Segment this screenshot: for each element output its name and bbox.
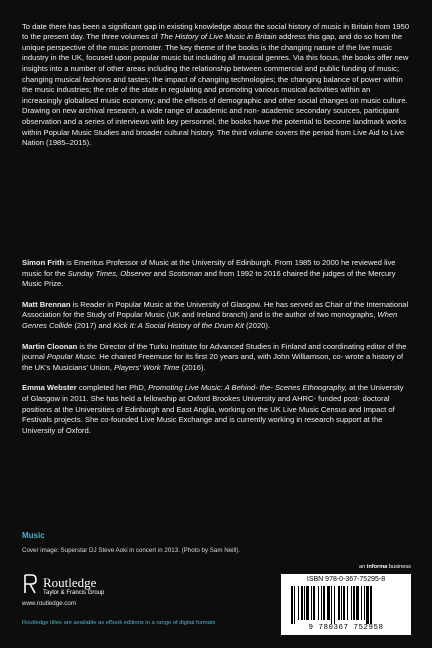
publisher-group: Taylor & Francis Group xyxy=(43,590,105,596)
barcode-bar xyxy=(343,586,345,620)
blurb-text-end: address this gap, and do so from the unique perspective of the music promoter. The key theme of the books is the changing nature of the live music industry in the UK, focused upon popular music but including all musical genres. Via this focus, the books offer new insights into a number of other areas including the relationship between commercial and public funding of music; changing musical fashions and tastes; the impact of changing technologies; the changing balance of power within the music industries; the role of the state in regulating and promoting various musical activities within an increasingly globalised music economy; and the effects of demographic and other social changes on music culture. Drawing on new archival research, a wide range of academic and non- academic secondary sources, participant observation and a series of interviews with key personnel, the books have the potential to become landmark works within Popular Music Studies and broader cultural history. The third volume covers the period from Live Aid to Live Nation (1985–2015). xyxy=(22,32,409,148)
author-name: Martin Cloonan xyxy=(22,341,78,351)
bio-italic: Popular Music. xyxy=(46,352,98,362)
author-name: Matt Brennan xyxy=(22,299,71,309)
bio-text: (2017) and xyxy=(72,320,114,330)
bio-martin-cloonan xyxy=(22,342,412,374)
bio-italic: Players' Work Time xyxy=(113,362,180,372)
informa-brand: informa xyxy=(366,564,388,570)
bio-simon-frith xyxy=(22,258,412,290)
barcode-bar xyxy=(364,586,365,620)
barcode-bar xyxy=(370,586,372,624)
barcode-digits: 9 780367 752958 xyxy=(308,624,384,632)
barcode-bar xyxy=(334,586,335,624)
barcode-bar xyxy=(291,586,293,624)
barcode-bar xyxy=(331,586,332,624)
bio-emma-webster xyxy=(22,383,412,436)
barcode-panel xyxy=(281,574,411,635)
bio-matt-brennan xyxy=(22,300,412,332)
publisher-name: Routledge xyxy=(43,575,97,590)
bio-text: and from 1992 to 2016 chaired the judges of the Mercury Music Prize. xyxy=(22,268,396,289)
bio-text: He chaired Freemuse for its first 20 years and, with John Williamson, co- wrote a history of the UK's Musicians' Union, xyxy=(22,352,404,372)
bio-italic: Sunday Times, Observer xyxy=(67,268,152,278)
barcode-bar xyxy=(351,586,352,620)
bio-text: completed her PhD, xyxy=(76,383,149,393)
bio-text: is Reader in Popular Music at the University of Glasgow. He has served as Chair of the International Association for the Study of Popular Music (UK and Ireland branch) and is the author of two monographs, xyxy=(22,299,409,320)
informa-prefix: an xyxy=(359,564,367,570)
barcode-bar xyxy=(323,586,325,620)
barcode-bar xyxy=(306,586,309,620)
informa-business-label xyxy=(359,564,411,570)
bio-text: is Emeritus Professor of Music at the University of Edinburgh. From 1985 to 2000 he reviewed live music for the xyxy=(22,258,396,278)
barcode-bar xyxy=(301,586,303,620)
barcode-bar xyxy=(338,586,340,620)
author-name: Simon Frith xyxy=(22,258,65,267)
barcode-bar xyxy=(347,586,348,620)
bio-text: is the Director of the Turku Institute for Advanced Studies in Finland and coordinating editor of the journal xyxy=(22,341,407,362)
blurb-text-start: To date there has been a significant gap in existing knowledge about the social history of music in Britain from 1950 to the present day. The three volumes of xyxy=(22,21,410,42)
barcode-bar xyxy=(311,586,312,620)
bio-italic: Promoting Live Music: A Behind- the- Scenes Ethnography, xyxy=(148,383,348,393)
barcode-bar xyxy=(294,586,295,624)
subject-category: Music xyxy=(22,531,45,540)
bio-italic: Scotsman xyxy=(168,268,203,278)
bio-italic: When Genres Collide xyxy=(22,310,398,330)
barcode-bar xyxy=(321,586,322,620)
series-title: The History of Live Music in Britain xyxy=(159,32,277,42)
barcode-bar xyxy=(318,586,319,620)
routledge-mark-icon xyxy=(22,574,38,594)
ebook-note: Routledge titles are available as eBook editions in a range of digital formats xyxy=(22,620,216,626)
barcode-bar xyxy=(353,586,355,620)
bio-text: at the University of Glasgow in 2011. She has held a fellowship at Oxford Brookes University and AHRC- funded post- doctoral positions at the Universities of Edinburgh and East Anglia, working on the UK Live Music Census and Impact of Festivals projects. She co-founded Live Music Exchange and is currently working in research support at the University of Oxford. xyxy=(22,383,404,435)
barcode-bar xyxy=(298,586,299,620)
cover-image-credit: Cover image: Superstar DJ Steve Aoki in concert in 2013. (Photo by Sam Neill). xyxy=(22,547,241,554)
routledge-logo xyxy=(22,574,162,614)
barcode-icon xyxy=(289,586,403,624)
barcode-bar xyxy=(361,586,362,620)
author-name: Emma Webster xyxy=(22,383,77,393)
bio-text: and xyxy=(151,268,169,278)
informa-suffix: business xyxy=(387,564,411,570)
barcode-bar xyxy=(304,586,305,620)
book-blurb xyxy=(22,22,412,149)
publisher-url[interactable]: www.routledge.com xyxy=(22,600,76,607)
barcode-bar xyxy=(356,586,359,620)
barcode-bar xyxy=(313,586,315,620)
isbn-label: ISBN 978-0-367-75295-8 xyxy=(306,576,386,583)
bio-italic: Kick It: A Social History of the Drum Kit xyxy=(113,320,244,330)
author-bios xyxy=(22,258,412,446)
barcode-bar xyxy=(327,586,330,620)
bio-text: (2020). xyxy=(243,320,271,330)
bio-text: (2016). xyxy=(179,362,206,372)
barcode-bar xyxy=(341,586,342,620)
barcode-bar xyxy=(366,586,369,624)
